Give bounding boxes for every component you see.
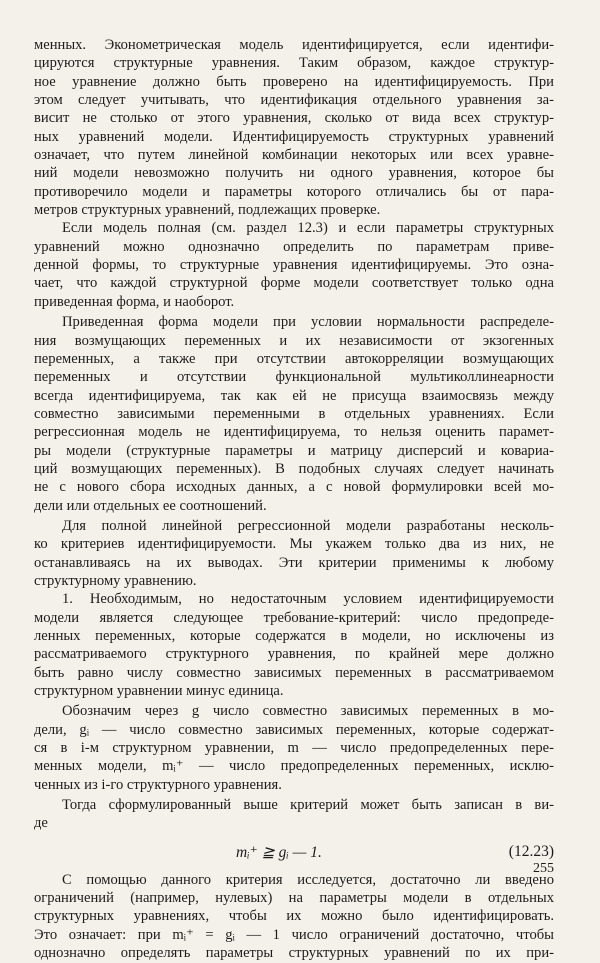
text-line: противоречило модели и параметры которого отличались бы от пара- [34, 183, 554, 200]
text-line: Это означает: при mᵢ⁺ = gᵢ — 1 число ограничений достаточно, чтобы [34, 926, 554, 943]
text-line: модели является следующее требование-критерий: число предопреде- [34, 609, 554, 626]
text-line: Приведенная форма модели при условии нормальности распределе- [62, 314, 554, 331]
text-line: менных модели, mᵢ⁺ — число предопределенных переменных, исклю- [34, 758, 554, 775]
text-line: ное уравнение должно быть проверено на идентифицируемость. При [34, 73, 554, 90]
text-line: де [34, 815, 48, 832]
text-line: останавливаясь на их выводах. Эти критерии применимы к любому [34, 554, 554, 571]
paragraph-1 [34, 36, 554, 219]
text-line: всегда идентифицируема, так как ей не присуща взаимосвязь между [34, 387, 554, 404]
text-line: приведенная форма, и наоборот. [34, 293, 235, 310]
text-line: дели, gᵢ — число совместно зависимых переменных, которые содержат- [34, 721, 554, 738]
text-line: Для полной линейной регрессионной модели разработаны несколь- [62, 517, 554, 534]
text-line: цируются структурные уравнения. Таким образом, каждое структур- [34, 55, 554, 72]
text-line: переменных, а также при отсутствии автокорреляции возмущающих [34, 350, 554, 367]
paragraph-7 [34, 796, 554, 833]
paragraph-5 [34, 590, 554, 700]
text-line: уравнений можно однозначно определить по параметрам приве- [34, 238, 554, 255]
text-line: ограничений (например, нулевых) на параметры модели в отдельных [34, 890, 554, 907]
text-line: ния возмущающих переменных и их независимости от экзогенных [34, 332, 554, 349]
text-line: ры модели (структурные параметры и матрицу дисперсий и ковариа- [34, 442, 554, 459]
text-line: Обозначим через g число совместно зависимых переменных в мо- [62, 703, 554, 720]
paragraph-6 [34, 702, 554, 794]
text-line: ций возмущающих переменных). В подобных случаях следует начинать [34, 460, 554, 477]
text-line: менных. Эконометрическая модель идентифицируется, если идентифи- [34, 37, 554, 53]
text-line: денной формы, то структурные уравнения идентифицируемы. Это озна- [34, 257, 554, 274]
text-line: дели или отдельных ее соотношений. [34, 497, 267, 514]
paragraph-3 [34, 313, 554, 515]
equation [34, 839, 554, 863]
text-line: структурному уравнению. [34, 572, 197, 589]
text-line: означает, что путем линейной комбинации некоторых или всех уравне- [34, 147, 554, 164]
text-line: рассматриваемого структурного уравнения, по крайней мере должно [34, 646, 554, 663]
equation-number: (12.23) [508, 842, 554, 860]
text-line: Тогда сформулированный выше критерий может быть записан в ви- [62, 797, 554, 814]
paragraph-8 [34, 871, 554, 963]
equation-expression: mᵢ⁺ ≧ gᵢ — 1. [236, 843, 322, 861]
text-line: регрессионная модель не идентифицируема, то нельзя оценить парамет- [34, 424, 554, 441]
text-line: переменных и отсутствии функциональной мультиколлинеарности [34, 369, 554, 386]
text-line: ся в i-м структурном уравнении, m — число предопределенных пере- [34, 740, 554, 757]
text-line: ко критериев идентифицируемости. Мы укажем только два из них, не [34, 536, 554, 553]
page-number: 255 [533, 861, 554, 876]
text-line: быть равно числу совместно зависимых переменных в рассматриваемом [34, 664, 554, 681]
text-line: ний модели невозможно получить ни одного уравнения, которое бы [34, 165, 554, 182]
text-line: ченных из i-го структурного уравнения. [34, 776, 282, 793]
text-line: ленных переменных, которые содержатся в модели, но исключены из [34, 628, 554, 644]
text-line: структурных уравнениях, чтобы их можно было идентифицировать. [34, 908, 554, 925]
paragraph-2 [34, 219, 554, 311]
text-line: совместно зависимыми переменными в отдельных уравнениях. Если [34, 405, 554, 422]
text-line: не с нового сбора исходных данных, а с новой формулировки всей мо- [34, 479, 554, 496]
text-line: 1. Необходимым, но недостаточным условием идентифицируемости [62, 591, 554, 608]
text-line: метров структурных уравнений, подлежащих проверке. [34, 202, 381, 219]
text-line: этом следует учитывать, что идентификация отдельного уравнения за- [34, 92, 554, 109]
text-line: ных уравнений модели. Идентифицируемость структурных уравнений [34, 128, 554, 145]
paragraph-4 [34, 517, 554, 590]
text-line: структурном уравнении минус единица. [34, 683, 284, 700]
text-line: Если модель полная (см. раздел 12.3) и если параметры структурных [62, 220, 554, 237]
text-line: С помощью данного критерия исследуется, достаточно ли введено [62, 871, 554, 888]
text-line: висит не столько от этого уравнения, сколько от вида всех структур- [34, 110, 554, 127]
text-line: однозначно определять параметры структурных уравнений по их при- [34, 945, 554, 962]
text-line: чает, что каждой структурной форме модели соответствует только одна [34, 275, 554, 292]
